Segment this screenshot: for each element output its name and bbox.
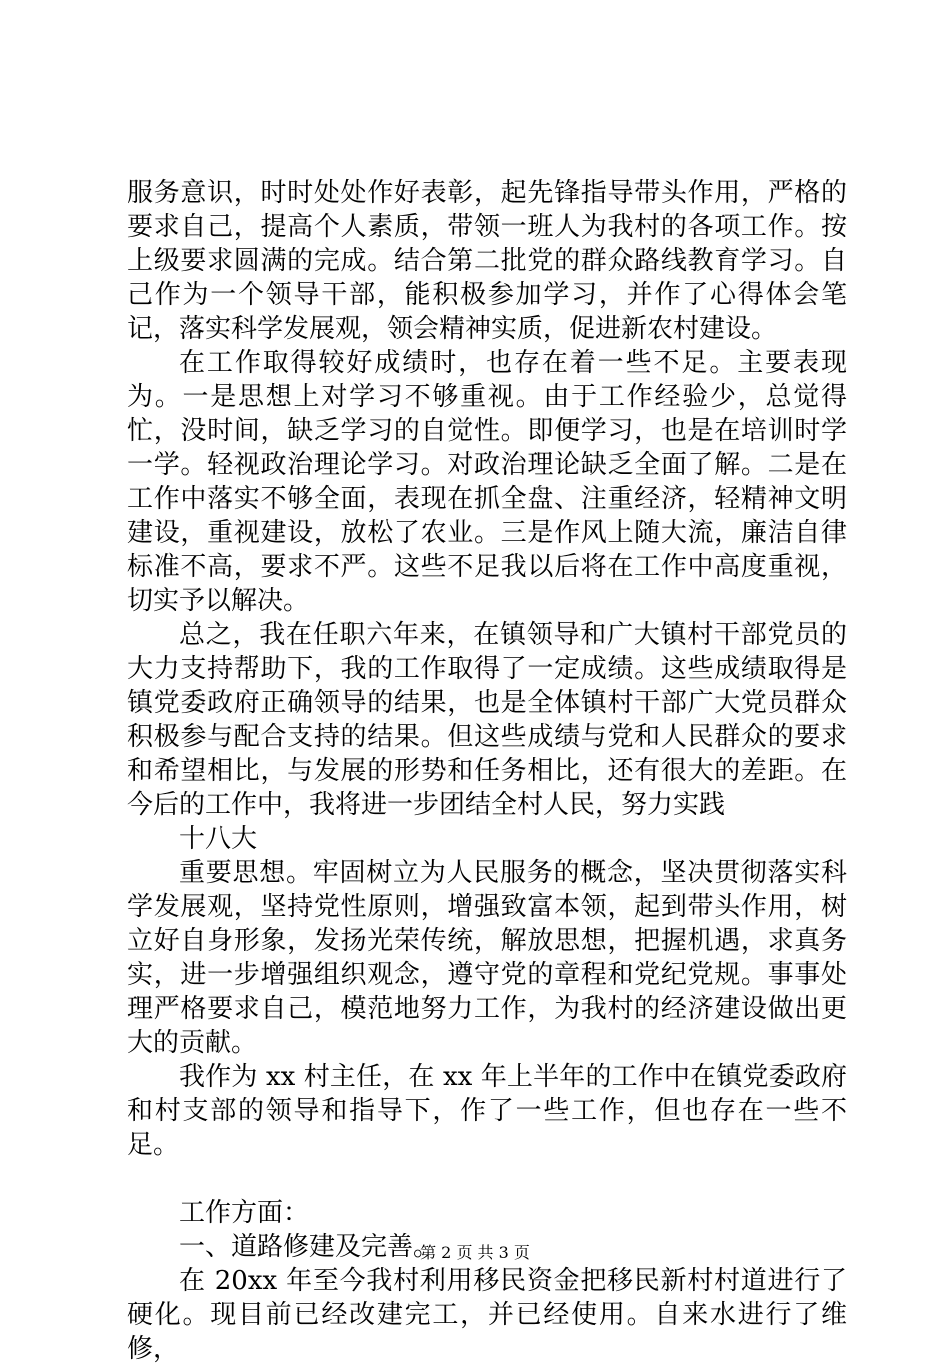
subsection-heading: 一、道路修建及完善。 (179, 1232, 440, 1262)
document-body (127, 176, 847, 1366)
section-heading: 工作方面： (179, 1198, 310, 1228)
blank-line (127, 1162, 847, 1196)
paragraph-5: 重要思想。牢固树立为人民服务的概念，坚决贯彻落实科学发展观，坚持党性原则，增强致富本领，起到带头作用，树立好自身形象，发扬光荣传统，解放思想，把握机遇，求真务实，进一步增强组织观念，遵守党的章程和党纪党规。事事处理严格要求自己，模范地努力工作，为我村的经济建设做出更大的贡献。 (127, 858, 847, 1058)
paragraph-4: 十八大 (179, 824, 258, 854)
paragraph-3: 总之，我在任职六年来，在镇领导和广大镇村干部党员的大力支持帮助下，我的工作取得了一定成绩。这些成绩取得是镇党委政府正确领导的结果，也是全体镇村干部广大党员群众积极参与配合支持的结果。但这些成绩与党和人民群众的要求和希望相比，与发展的形势和任务相比，还有很大的差距。在今后的工作中，我将进一步团结全村人民，努力实践 (127, 620, 847, 820)
paragraph-1: 服务意识，时时处处作好表彰，起先锋指导带头作用，严格的要求自己，提高个人素质，带领一班人为我村的各项工作。按上级要求圆满的完成。结合第二批党的群众路线教育学习。自己作为一个领导干部，能积极参加学习，并作了心得体会笔记，落实科学发展观，领会精神实质，促进新农村建设。 (127, 178, 847, 344)
paragraph-6: 我作为 xx 村主任，在 xx 年上半年的工作中在镇党委政府和村支部的领导和指导下，作了一些工作，但也存在一些不足。 (127, 1062, 847, 1160)
paragraph-2: 在工作取得较好成绩时，也存在着一些不足。主要表现为。一是思想上对学习不够重视。由于工作经验少，总觉得忙，没时间，缺乏学习的自觉性。即便学习，也是在培训时学一学。轻视政治理论学习。对政治理论缺乏全面了解。二是在工作中落实不够全面，表现在抓全盘、注重经济，轻精神文明建设，重视建设，放松了农业。三是作风上随大流，廉洁自律标准不高，要求不严。这些不足我以后将在工作中高度重视，切实予以解决。 (127, 348, 847, 616)
page-footer: 第 2 页 共 3 页 (420, 1243, 530, 1262)
paragraph-7: 在 20xx 年至今我村利用移民资金把移民新村村道进行了硬化。现目前已经改建完工，并已经使用。自来水进行了维修， (127, 1266, 847, 1364)
